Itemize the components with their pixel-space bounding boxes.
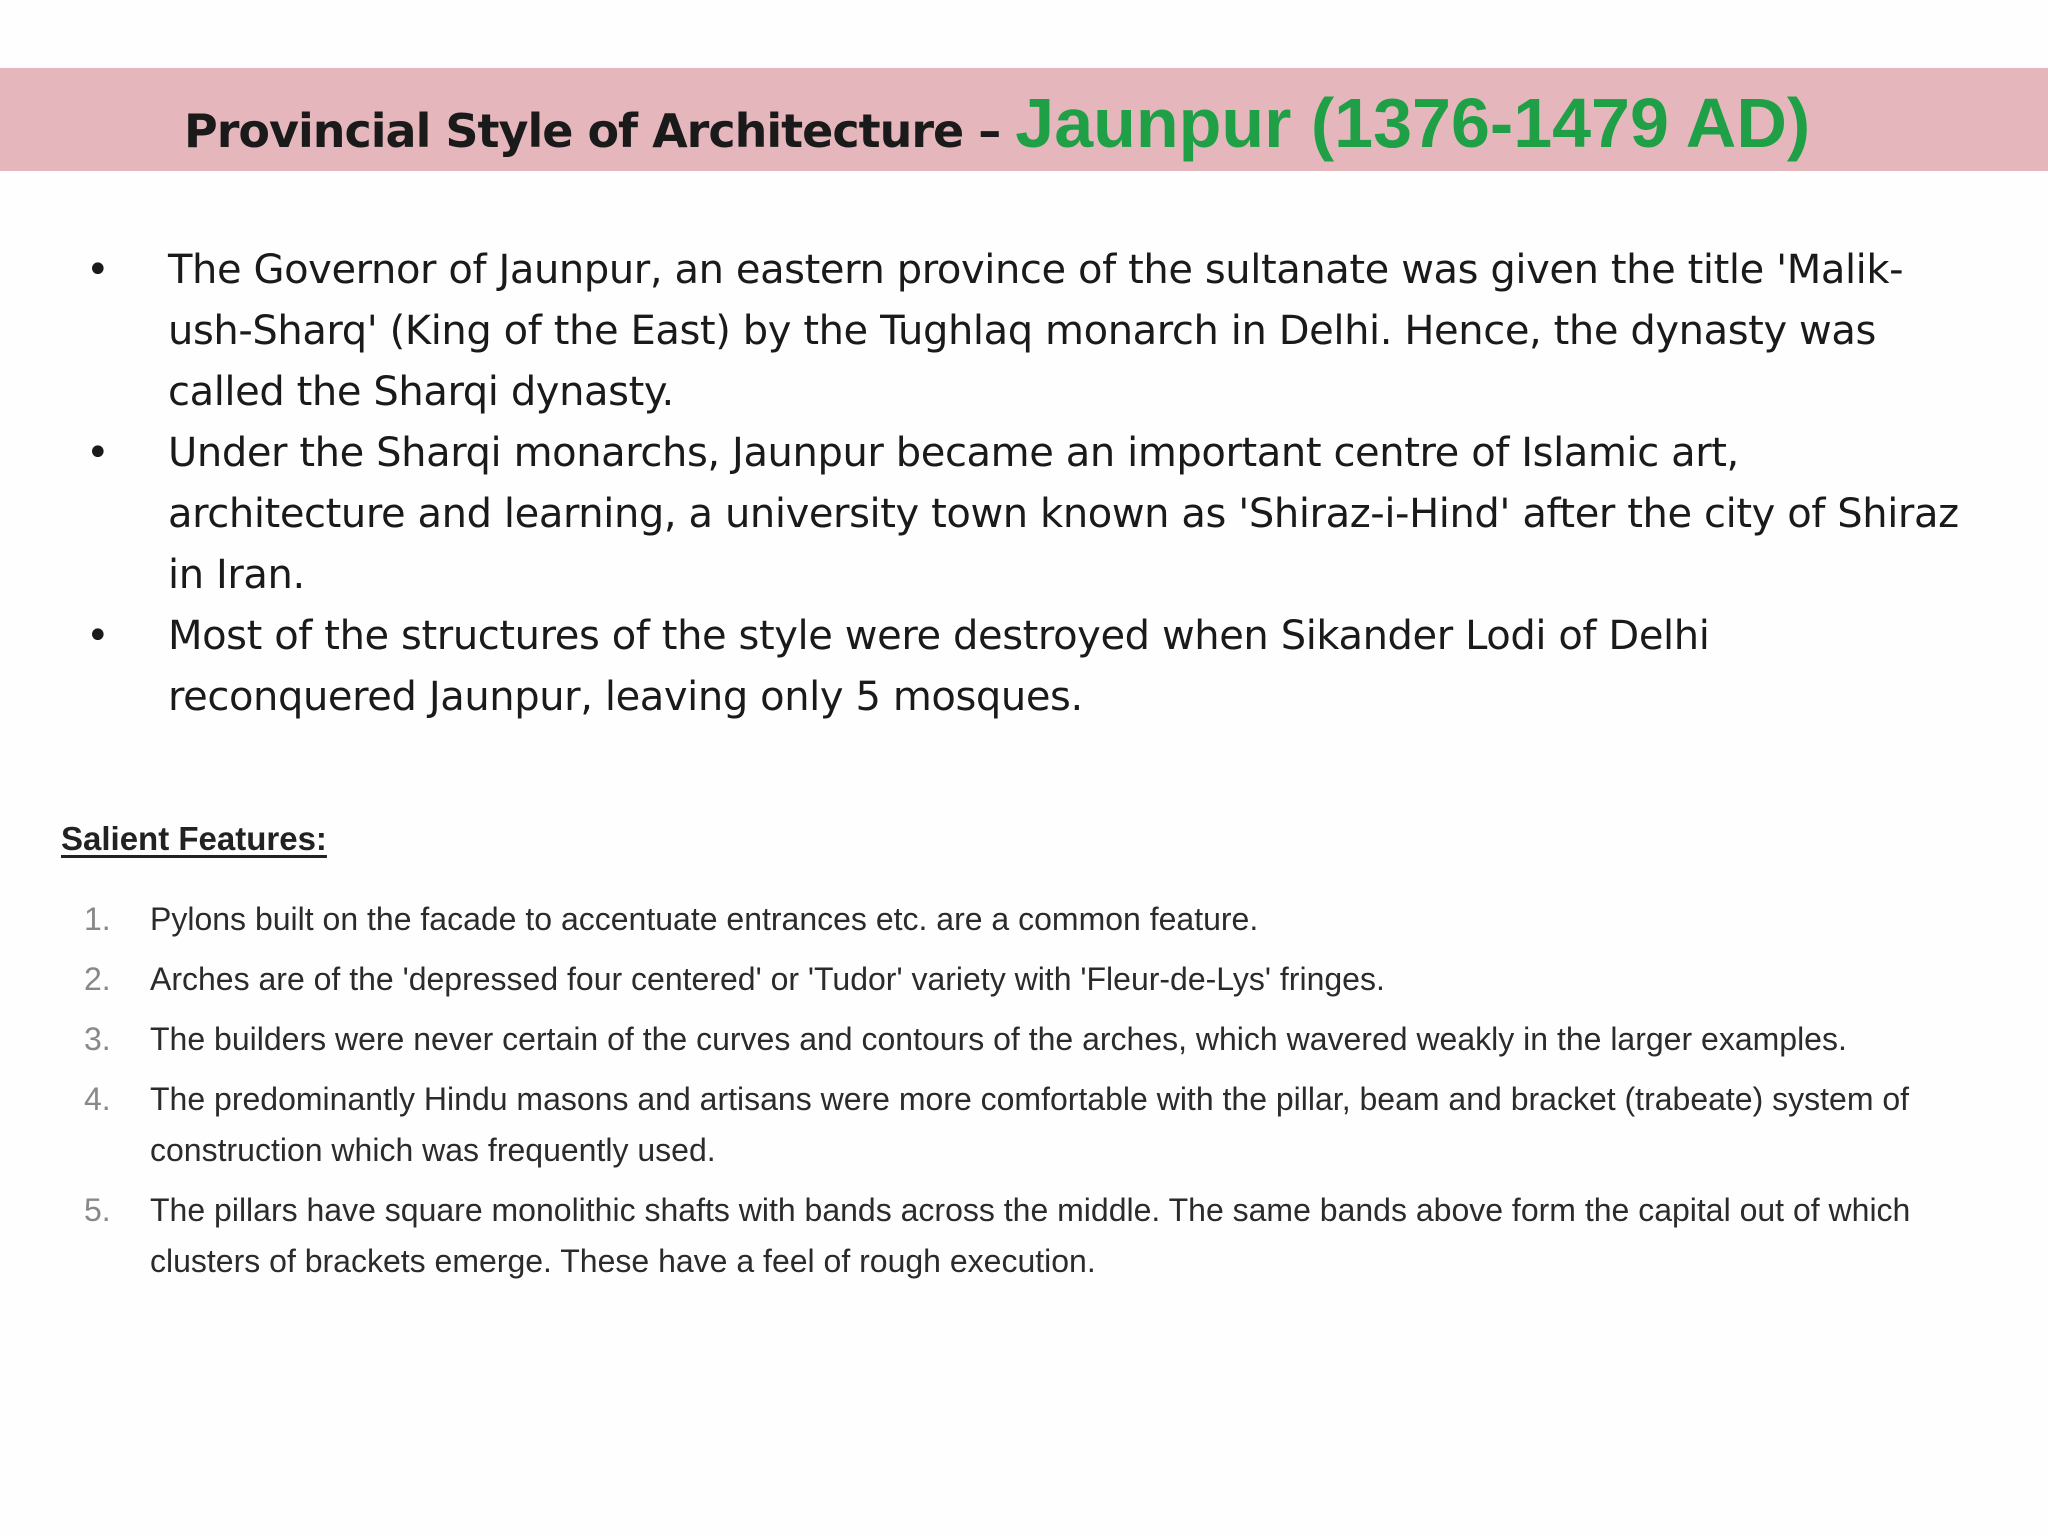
feature-text: Pylons built on the facade to accentuate entrances etc. are a common feature. <box>150 901 1259 937</box>
feature-item <box>84 1185 1944 1287</box>
feature-text: The builders were never certain of the curves and contours of the arches, which wavered weakly in the larger examples. <box>150 1021 1847 1057</box>
feature-text: The predominantly Hindu masons and artisans were more comfortable with the pillar, beam and bracket (trabeate) system of construction which was frequently used. <box>150 1081 1910 1168</box>
bullet-icon: • <box>86 613 110 659</box>
bullet-text: Under the Sharqi monarchs, Jaunpur became an important centre of Islamic art, architecture and learning, a university town known as 'Shiraz-i-Hind' after the city of Shiraz in Iran. <box>168 430 1959 598</box>
feature-item <box>84 1014 1944 1065</box>
bullet-text: The Governor of Jaunpur, an eastern province of the sultanate was given the title 'Malik-ush-Sharq' (King of the East) by the Tughlaq monarch in Delhi. Hence, the dynasty was called the Sharqi dynasty. <box>168 247 1904 415</box>
feature-number: 5. <box>84 1192 111 1228</box>
feature-number: 3. <box>84 1021 111 1057</box>
slide-title <box>184 76 2014 171</box>
bullet-icon: • <box>86 247 110 293</box>
feature-item <box>84 954 1944 1005</box>
bullet-icon: • <box>86 430 110 476</box>
title-main: Provincial Style of Architecture – <box>184 104 1016 158</box>
features-list <box>84 894 1944 1296</box>
feature-number: 4. <box>84 1081 111 1117</box>
feature-item <box>84 1074 1944 1176</box>
bullet-item <box>84 423 1964 606</box>
bullet-list <box>84 240 1964 728</box>
bullet-item <box>84 606 1964 728</box>
feature-text: Arches are of the 'depressed four centered' or 'Tudor' variety with 'Fleur-de-Lys' fringes. <box>150 961 1385 997</box>
feature-item <box>84 894 1944 945</box>
feature-text: The pillars have square monolithic shafts with bands across the middle. The same bands above form the capital out of which clusters of brackets emerge. These have a feel of rough execution. <box>150 1192 1911 1279</box>
bullet-text: Most of the structures of the style were destroyed when Sikander Lodi of Delhi reconquered Jaunpur, leaving only 5 mosques. <box>168 613 1710 720</box>
feature-number: 1. <box>84 901 111 937</box>
bullet-item <box>84 240 1964 423</box>
feature-number: 2. <box>84 961 111 997</box>
features-heading: Salient Features: <box>61 820 327 857</box>
title-accent: Jaunpur (1376-1479 AD) <box>1015 84 1811 162</box>
